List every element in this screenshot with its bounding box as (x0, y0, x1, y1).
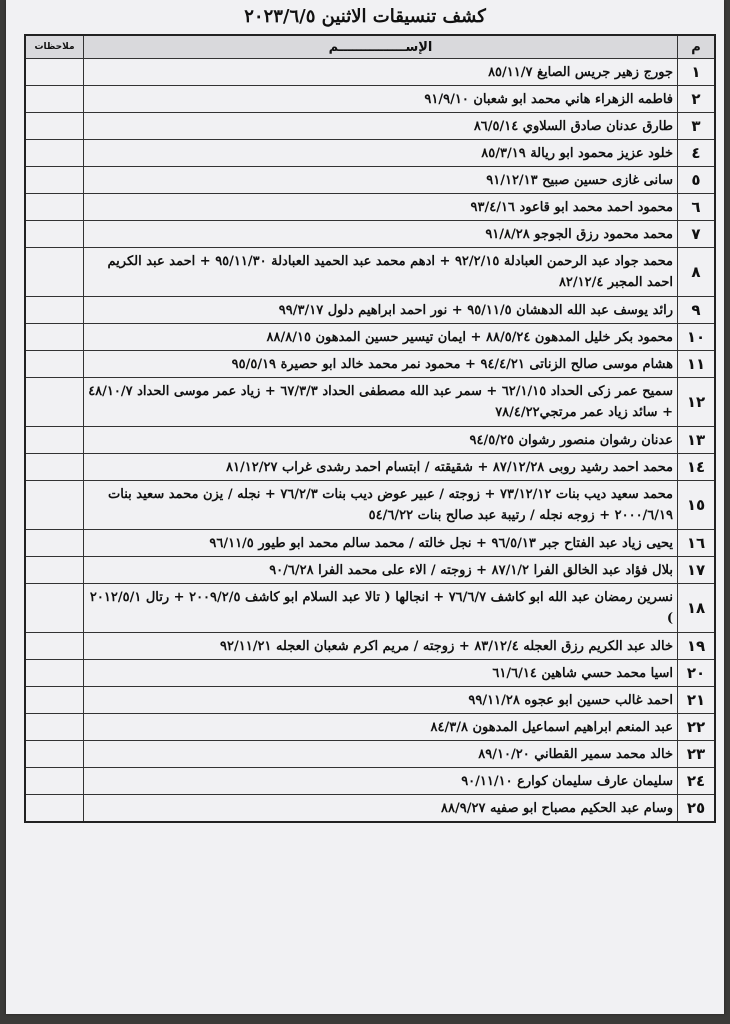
row-notes (25, 427, 84, 454)
row-name: هشام موسى صالح الزناتى ٩٤/٤/٢١ + محمود نمر محمد خالد ابو حصيرة ٩٥/٥/١٩ (84, 351, 678, 378)
document-title: كشف تنسيقات الاثنين ٢٠٢٣/٦/٥ (244, 6, 486, 27)
row-name: محمود بكر خليل المدهون ٨٨/٥/٢٤ + ايمان تيسير حسين المدهون ٨٨/٨/١٥ (84, 324, 678, 351)
row-notes (25, 660, 84, 687)
row-name: سميح عمر زكى الحداد ٦٢/١/١٥ + سمر عبد الله مصطفى الحداد ٦٧/٣/٣ + زياد عمر موسى الحداد ٤٨/١٠/٧ + سائد زياد عمر مرتجي٧٨/٤/٢٢ (84, 378, 678, 427)
table-row (25, 768, 715, 795)
row-number: ١ (678, 59, 716, 86)
document-page (6, 0, 724, 1014)
row-name: سليمان عارف سليمان كوارع ٩٠/١١/١٠ (84, 768, 678, 795)
row-number: ١٢ (678, 378, 716, 427)
row-notes (25, 454, 84, 481)
table-row (25, 167, 715, 194)
table-row (25, 221, 715, 248)
row-name: فاطمه الزهراء هاني محمد ابو شعبان ٩١/٩/١٠ (84, 86, 678, 113)
row-name: محمد احمد رشيد روبى ٨٧/١٢/٢٨ + شقيقته / ابتسام احمد رشدى غراب ٨١/١٢/٢٧ (84, 454, 678, 481)
row-notes (25, 687, 84, 714)
table-row (25, 454, 715, 481)
table-row (25, 194, 715, 221)
table-header-row (25, 35, 715, 59)
row-name: خلود عزيز محمود ابو ريالة ٨٥/٣/١٩ (84, 140, 678, 167)
row-notes (25, 351, 84, 378)
table-row (25, 324, 715, 351)
table-row (25, 660, 715, 687)
table-row (25, 557, 715, 584)
table-row (25, 427, 715, 454)
row-notes (25, 194, 84, 221)
row-notes (25, 714, 84, 741)
table-row (25, 687, 715, 714)
row-number: ٢٥ (678, 795, 716, 823)
table-row (25, 113, 715, 140)
row-number: ١٦ (678, 530, 716, 557)
row-notes (25, 140, 84, 167)
table-row (25, 86, 715, 113)
row-name: رائد يوسف عبد الله الدهشان ٩٥/١١/٥ + نور احمد ابراهيم دلول ٩٩/٣/١٧ (84, 297, 678, 324)
table-row (25, 248, 715, 297)
row-notes (25, 248, 84, 297)
row-notes (25, 481, 84, 530)
row-name: محمد محمود رزق الجوجو ٩١/٨/٢٨ (84, 221, 678, 248)
row-number: ٢٠ (678, 660, 716, 687)
row-number: ٢٤ (678, 768, 716, 795)
table-row (25, 378, 715, 427)
row-notes (25, 378, 84, 427)
row-name: عبد المنعم ابراهيم اسماعيل المدهون ٨٤/٣/٨ (84, 714, 678, 741)
row-notes (25, 59, 84, 86)
row-notes (25, 530, 84, 557)
table-row (25, 140, 715, 167)
row-notes (25, 633, 84, 660)
table-row (25, 530, 715, 557)
row-name: اسيا محمد حسي شاهين ٦١/٦/١٤ (84, 660, 678, 687)
row-notes (25, 86, 84, 113)
row-notes (25, 113, 84, 140)
row-name: طارق عدنان صادق السلاوي ٨٦/٥/١٤ (84, 113, 678, 140)
row-number: ١٥ (678, 481, 716, 530)
row-number: ١٨ (678, 584, 716, 633)
row-number: ٤ (678, 140, 716, 167)
table-row (25, 481, 715, 530)
table-row (25, 714, 715, 741)
table-row (25, 633, 715, 660)
row-notes (25, 167, 84, 194)
row-number: ٢٣ (678, 741, 716, 768)
row-notes (25, 741, 84, 768)
row-name: خالد عبد الكريم رزق العجله ٨٣/١٢/٤ + زوجته / مريم اكرم شعبان العجله ٩٢/١١/٢١ (84, 633, 678, 660)
row-number: ١٩ (678, 633, 716, 660)
row-number: ١٣ (678, 427, 716, 454)
row-notes (25, 768, 84, 795)
row-number: ٩ (678, 297, 716, 324)
row-name: خالد محمد سمير القطاني ٨٩/١٠/٢٠ (84, 741, 678, 768)
row-name: وسام عبد الحكيم مصباح ابو صفيه ٨٨/٩/٢٧ (84, 795, 678, 823)
row-notes (25, 584, 84, 633)
row-number: ١٧ (678, 557, 716, 584)
row-name: سانى غازى حسين صبيح ٩١/١٢/١٣ (84, 167, 678, 194)
row-name: بلال فؤاد عبد الخالق الفرا ٨٧/١/٢ + زوجته / الاء على محمد الفرا ٩٠/٦/٢٨ (84, 557, 678, 584)
row-number: ٢٢ (678, 714, 716, 741)
row-number: ٨ (678, 248, 716, 297)
row-name: محمد جواد عبد الرحمن العبادلة ٩٢/٢/١٥ + ادهم محمد عبد الحميد العبادلة ٩٥/١١/٣٠ + احمد عبد الكريم احمد المجبر ٨٢/١٢/٤ (84, 248, 678, 297)
row-notes (25, 297, 84, 324)
row-number: ٣ (678, 113, 716, 140)
table-row (25, 741, 715, 768)
row-name: يحيى زياد عبد الفتاح جبر ٩٦/٥/١٣ + نجل خالته / محمد سالم محمد ابو طيور ٩٦/١١/٥ (84, 530, 678, 557)
row-notes (25, 221, 84, 248)
row-name: محمود احمد محمد ابو قاعود ٩٣/٤/١٦ (84, 194, 678, 221)
row-number: ٥ (678, 167, 716, 194)
names-table (24, 34, 716, 823)
row-number: ١١ (678, 351, 716, 378)
table-row (25, 59, 715, 86)
header-number: م (678, 35, 716, 59)
row-notes (25, 795, 84, 823)
header-name: الإســـــــــــــــم (84, 35, 678, 59)
row-name: احمد غالب حسين ابو عجوه ٩٩/١١/٢٨ (84, 687, 678, 714)
row-name: جورج زهير جريس الصايغ ٨٥/١١/٧ (84, 59, 678, 86)
table-row (25, 584, 715, 633)
table-row (25, 795, 715, 823)
row-notes (25, 557, 84, 584)
row-number: ١٠ (678, 324, 716, 351)
row-number: ٢١ (678, 687, 716, 714)
row-name: عدنان رشوان منصور رشوان ٩٤/٥/٢٥ (84, 427, 678, 454)
row-number: ٦ (678, 194, 716, 221)
table-row (25, 351, 715, 378)
row-notes (25, 324, 84, 351)
header-notes: ملاحظات (25, 35, 84, 59)
table-row (25, 297, 715, 324)
row-number: ٧ (678, 221, 716, 248)
row-name: محمد سعيد ديب بنات ٧٣/١٢/١٢ + زوجته / عبير عوض ديب بنات ٧٦/٢/٣ + نجله / يزن محمد سعيد بنات ٢٠٠٠/٦/١٩ + زوجه نجله / رتيبة عبد صالح بنات ٥٤/٦/٢٢ (84, 481, 678, 530)
row-number: ١٤ (678, 454, 716, 481)
row-name: نسرين رمضان عبد الله ابو كاشف ٧٦/٦/٧ + انجالها ( تالا عبد السلام ابو كاشف ٢٠٠٩/٢/٥ + رتال ٢٠١٢/٥/١ ) (84, 584, 678, 633)
row-number: ٢ (678, 86, 716, 113)
